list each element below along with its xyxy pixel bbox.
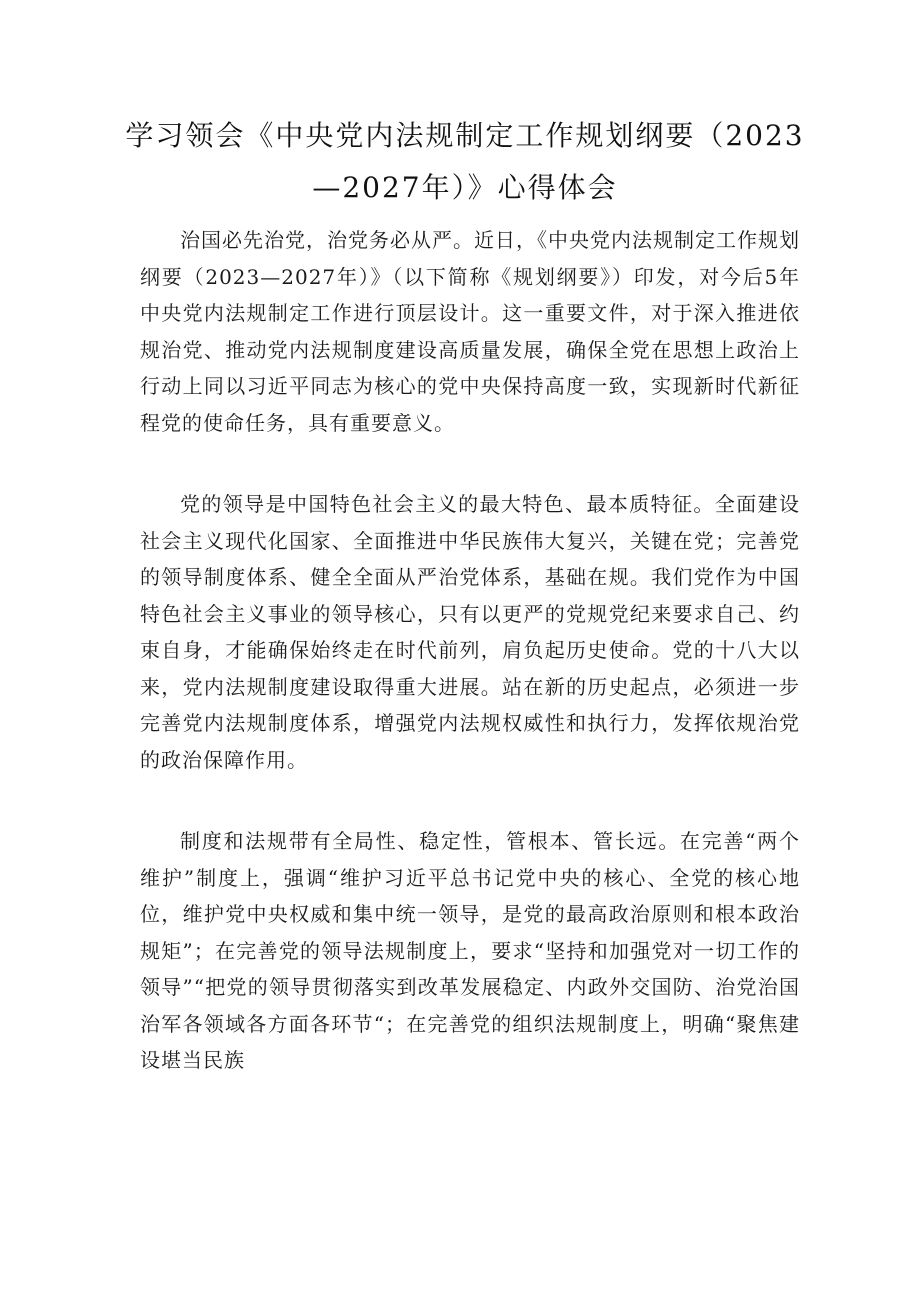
paragraph-3: 制度和法规带有全局性、稳定性，管根本、管长远。在完善“两个维护”制度上，强调“维护习近平总书记党中央的核心、全党的核心地位，维护党中央权威和集中统一领导，是党的最高政治原则和根本政治规矩”；在完善党的领导法规制度上，要求“坚持和加强党对一切工作的领导”“把党的领导贯彻落实到改革发展稳定、内政外交国防、治党治国治军各领域各方面各环节“；在完善党的组织法规制度上，明确“聚焦建设堪当民族 [140,829,800,1072]
document-body [140,222,800,1124]
title-line-1: 学习领会《中央党内法规制定工作规划纲要（2023 [125,119,805,152]
title-line-2: —2027年）》心得体会 [312,171,618,204]
document-title [120,110,810,214]
paragraph-1: 治国必先治党，治党务必从严。近日，《中央党内法规制定工作规划纲要（2023—2027年）》（以下简称《规划纲要》）印发，对今后5年中央党内法规制定工作进行顶层设计。这一重要文件，对于深入推进依规治党、推动党内法规制度建设高质量发展，确保全党在思想上政治上行动上同以习近平同志为核心的党中央保持高度一致，实现新时代新征程党的使命任务，具有重要意义。 [140,228,800,435]
paragraph-2: 党的领导是中国特色社会主义的最大特色、最本质特征。全面建设社会主义现代化国家、全面推进中华民族伟大复兴，关键在党；完善党的领导制度体系、健全全面从严治党体系，基础在规。我们党作为中国特色社会主义事业的领导核心，只有以更严的党规党纪来要求自己、约束自身，才能确保始终走在时代前列，肩负起历史使命。党的十八大以来，党内法规制度建设取得重大进展。站在新的历史起点，必须进一步完善党内法规制度体系，增强党内法规权威性和执行力，发挥依规治党的政治保障作用。 [140,492,800,772]
